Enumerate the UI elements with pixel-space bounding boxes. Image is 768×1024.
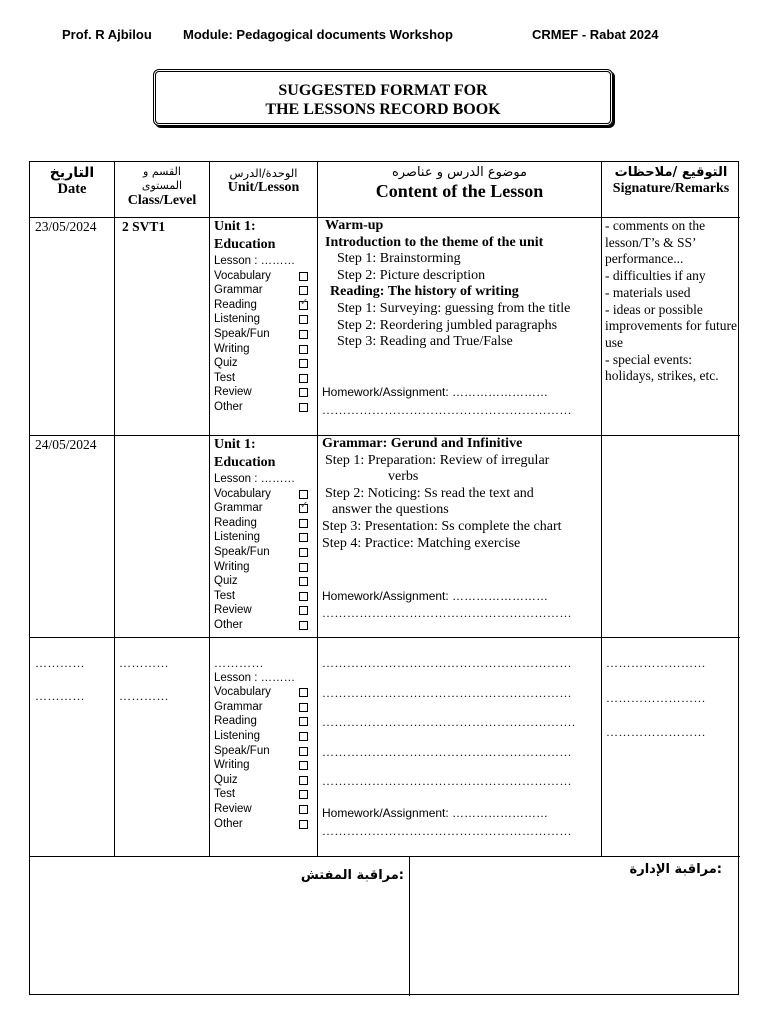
header-content-ar: موضوع الدرس و عناصره — [391, 165, 528, 180]
row2-checklist — [214, 472, 308, 633]
row2-dots: …………………………………………………… — [322, 606, 572, 620]
checklist-item: Review — [214, 802, 308, 817]
title-line-1: SUGGESTED FORMAT FOR — [278, 82, 488, 99]
row1-homework: Homework/Assignment: …………………… — [322, 385, 549, 399]
checklist-item: Test — [214, 589, 308, 604]
content-line: Grammar: Gerund and Infinitive — [322, 436, 523, 451]
row2-content — [322, 436, 599, 552]
checklist-item: Other — [214, 618, 308, 633]
row1-remarks — [605, 218, 738, 385]
checklist-item: Reading — [214, 516, 308, 531]
header-class-en: Class/Level — [127, 193, 197, 208]
checklist-item: Vocabulary — [214, 685, 308, 700]
checkbox-checked[interactable] — [299, 301, 308, 310]
row1-unit — [214, 218, 314, 415]
checkbox[interactable] — [299, 490, 308, 499]
row3-content-dots: …………………………………………………… — [322, 686, 572, 700]
remark-line: - difficulties if any — [605, 268, 706, 284]
row2-unit-line1: Unit 1: — [214, 437, 256, 452]
checkbox[interactable] — [299, 345, 308, 354]
checklist-item: Speak/Fun — [214, 545, 308, 560]
row3-class-dots: ………… — [119, 689, 169, 703]
checkbox[interactable] — [299, 747, 308, 756]
checklist-item: Grammar — [214, 283, 308, 298]
lesson-label: Lesson : ……… — [214, 473, 296, 485]
checkbox[interactable] — [299, 790, 308, 799]
row3-dots: …………………………………………………… — [322, 824, 572, 838]
checklist-item: Listening — [214, 312, 308, 327]
header-content-en: Content of the Lesson — [375, 181, 544, 201]
row3-class-dots: ………… — [119, 656, 169, 670]
row3-unit — [214, 656, 314, 831]
lesson-label: Lesson : ……… — [214, 255, 296, 267]
checklist-item: Quiz — [214, 356, 308, 371]
content-line: Reading: The history of writing — [330, 284, 519, 300]
lesson-label: Lesson : ……… — [214, 671, 296, 684]
checkbox[interactable] — [299, 563, 308, 572]
remark-line: - ideas or possible improvements for future use — [605, 301, 737, 350]
content-line: answer the questions — [332, 502, 449, 518]
checkbox[interactable] — [299, 621, 308, 630]
col-divider — [601, 162, 602, 856]
checkbox[interactable] — [299, 286, 308, 295]
header-content — [318, 162, 601, 217]
header-date-en: Date — [57, 181, 87, 197]
row-divider — [30, 637, 740, 638]
col-divider — [209, 162, 210, 856]
checklist-item: Reading — [214, 714, 308, 729]
checkbox[interactable] — [299, 592, 308, 601]
checklist-item: Quiz — [214, 574, 308, 589]
checklist-item: Listening — [214, 729, 308, 744]
content-line: Step 4: Practice: Matching exercise — [322, 535, 521, 551]
row1-date: 23/05/2024 — [35, 219, 97, 234]
content-line: Step 3: Presentation: Ss complete the chart — [322, 518, 562, 534]
checklist-item: Writing — [214, 758, 308, 773]
header-class — [115, 162, 209, 217]
header-date — [30, 162, 114, 217]
document-header — [0, 27, 768, 45]
header-remarks-en: Signature/Remarks — [612, 181, 730, 196]
checkbox[interactable] — [299, 519, 308, 528]
row1-unit-line2: Education — [214, 237, 276, 252]
content-line: Step 1: Surveying: guessing from the title — [337, 300, 571, 316]
row2-date: 24/05/2024 — [35, 437, 97, 452]
content-line: verbs — [388, 469, 419, 485]
checklist-item: Quiz — [214, 773, 308, 788]
checkbox-checked[interactable] — [299, 504, 308, 513]
row2-unit-line2: Education — [214, 455, 276, 470]
checklist-item: Speak/Fun — [214, 327, 308, 342]
col-divider — [114, 162, 115, 856]
content-line: Step 3: Reading and True/False — [337, 334, 513, 350]
checkbox[interactable] — [299, 533, 308, 542]
checkbox[interactable] — [299, 732, 308, 741]
record-book-table — [29, 161, 739, 995]
checkbox[interactable] — [299, 703, 308, 712]
row3-content-dots: …………………………………………………… — [322, 745, 572, 759]
row3-remark-dots: …………………… — [606, 691, 706, 705]
content-line: Step 1: Brainstorming — [337, 251, 461, 267]
checkbox[interactable] — [299, 776, 308, 785]
content-line: Step 2: Noticing: Ss read the text and — [325, 485, 534, 501]
checklist-item: Reading ✓ — [214, 298, 308, 313]
checkbox[interactable] — [299, 330, 308, 339]
checklist-item: Review — [214, 603, 308, 618]
unit-dots: ………… — [214, 656, 264, 670]
checkbox[interactable] — [299, 606, 308, 615]
row3-checklist — [214, 671, 308, 832]
checkbox[interactable] — [299, 272, 308, 281]
author-name: Prof. R Ajbilou — [62, 27, 152, 42]
checkbox[interactable] — [299, 403, 308, 412]
checkbox[interactable] — [299, 359, 308, 368]
checkbox[interactable] — [299, 688, 308, 697]
title-line-2: THE LESSONS RECORD BOOK — [265, 101, 501, 118]
content-line: Step 2: Picture description — [337, 267, 486, 283]
header-unit-ar: الوحدة/الدرس — [229, 166, 298, 180]
checklist-item: Speak/Fun — [214, 744, 308, 759]
content-line: Warm-up — [325, 218, 384, 233]
row3-date-dots: ………… — [35, 656, 85, 670]
row1-unit-line1: Unit 1: — [214, 219, 256, 234]
checklist-item: Review — [214, 385, 308, 400]
checkbox[interactable] — [299, 577, 308, 586]
content-line: Step 1: Preparation: Review of irregular — [325, 452, 550, 468]
checkbox[interactable] — [299, 315, 308, 324]
row3-homework: Homework/Assignment: …………………… — [322, 806, 549, 820]
checklist-item: Other — [214, 817, 308, 832]
checklist-item: Other — [214, 400, 308, 415]
admin-review-label: مراقبة الإدارة: — [629, 862, 722, 877]
header-remarks-ar: التوقيع /ملاحظات — [614, 165, 728, 180]
header-remarks — [602, 162, 740, 217]
checklist-item: Grammar ✓ — [214, 501, 308, 516]
checklist-item: Test — [214, 787, 308, 802]
content-line: Introduction to the theme of the unit — [325, 234, 544, 250]
row3-content-dots: …………………………………………………… — [322, 656, 572, 670]
checklist-item: Vocabulary — [214, 269, 308, 284]
institution-name: CRMEF - Rabat 2024 — [532, 27, 659, 42]
checkbox[interactable] — [299, 717, 308, 726]
checkbox[interactable] — [299, 548, 308, 557]
header-class-ar-2: المستوى — [141, 179, 183, 192]
header-date-ar: التاريخ — [49, 165, 95, 181]
inspector-review-label: مراقبة المفتش: — [300, 868, 404, 883]
checklist-item: Writing — [214, 560, 308, 575]
row1-dots: …………………………………………………… — [322, 403, 572, 417]
checkbox[interactable] — [299, 820, 308, 829]
checklist-item: Writing — [214, 342, 308, 357]
row3-remark-dots: …………………… — [606, 656, 706, 670]
checkbox[interactable] — [299, 761, 308, 770]
row2-unit — [214, 436, 314, 633]
row1-class: 2 SVT1 — [122, 219, 166, 234]
header-unit-en: Unit/Lesson — [227, 180, 300, 195]
remark-line: - materials used — [605, 284, 691, 300]
checkbox[interactable] — [299, 374, 308, 383]
footer-divider — [409, 856, 410, 996]
checklist-item: Grammar — [214, 700, 308, 715]
row3-remark-dots: …………………… — [606, 725, 706, 739]
col-divider — [317, 162, 318, 856]
module-name: Module: Pedagogical documents Workshop — [183, 27, 453, 42]
row3-content-dots: …………………………………………………… — [322, 774, 572, 788]
row2-homework: Homework/Assignment: …………………… — [322, 589, 549, 603]
row3-date-dots: ………… — [35, 689, 85, 703]
header-unit — [210, 162, 317, 217]
row1-checklist — [214, 254, 308, 415]
checkbox[interactable] — [299, 805, 308, 814]
remark-line: - special events: holidays, strikes, etc. — [605, 351, 719, 384]
row3-content-dots: ……………………………………………………. — [322, 715, 576, 729]
remark-line: - comments on the lesson/T’s & SS’ performance... — [605, 218, 706, 267]
checklist-item: Test — [214, 371, 308, 386]
document-title-box — [153, 69, 613, 126]
checklist-item: Listening — [214, 530, 308, 545]
checkbox[interactable] — [299, 388, 308, 397]
row1-content — [325, 218, 599, 351]
content-line: Step 2: Reordering jumbled paragraphs — [337, 317, 558, 333]
checklist-item: Vocabulary — [214, 487, 308, 502]
row-divider — [30, 856, 740, 857]
header-class-ar-1: القسم و — [143, 165, 181, 178]
